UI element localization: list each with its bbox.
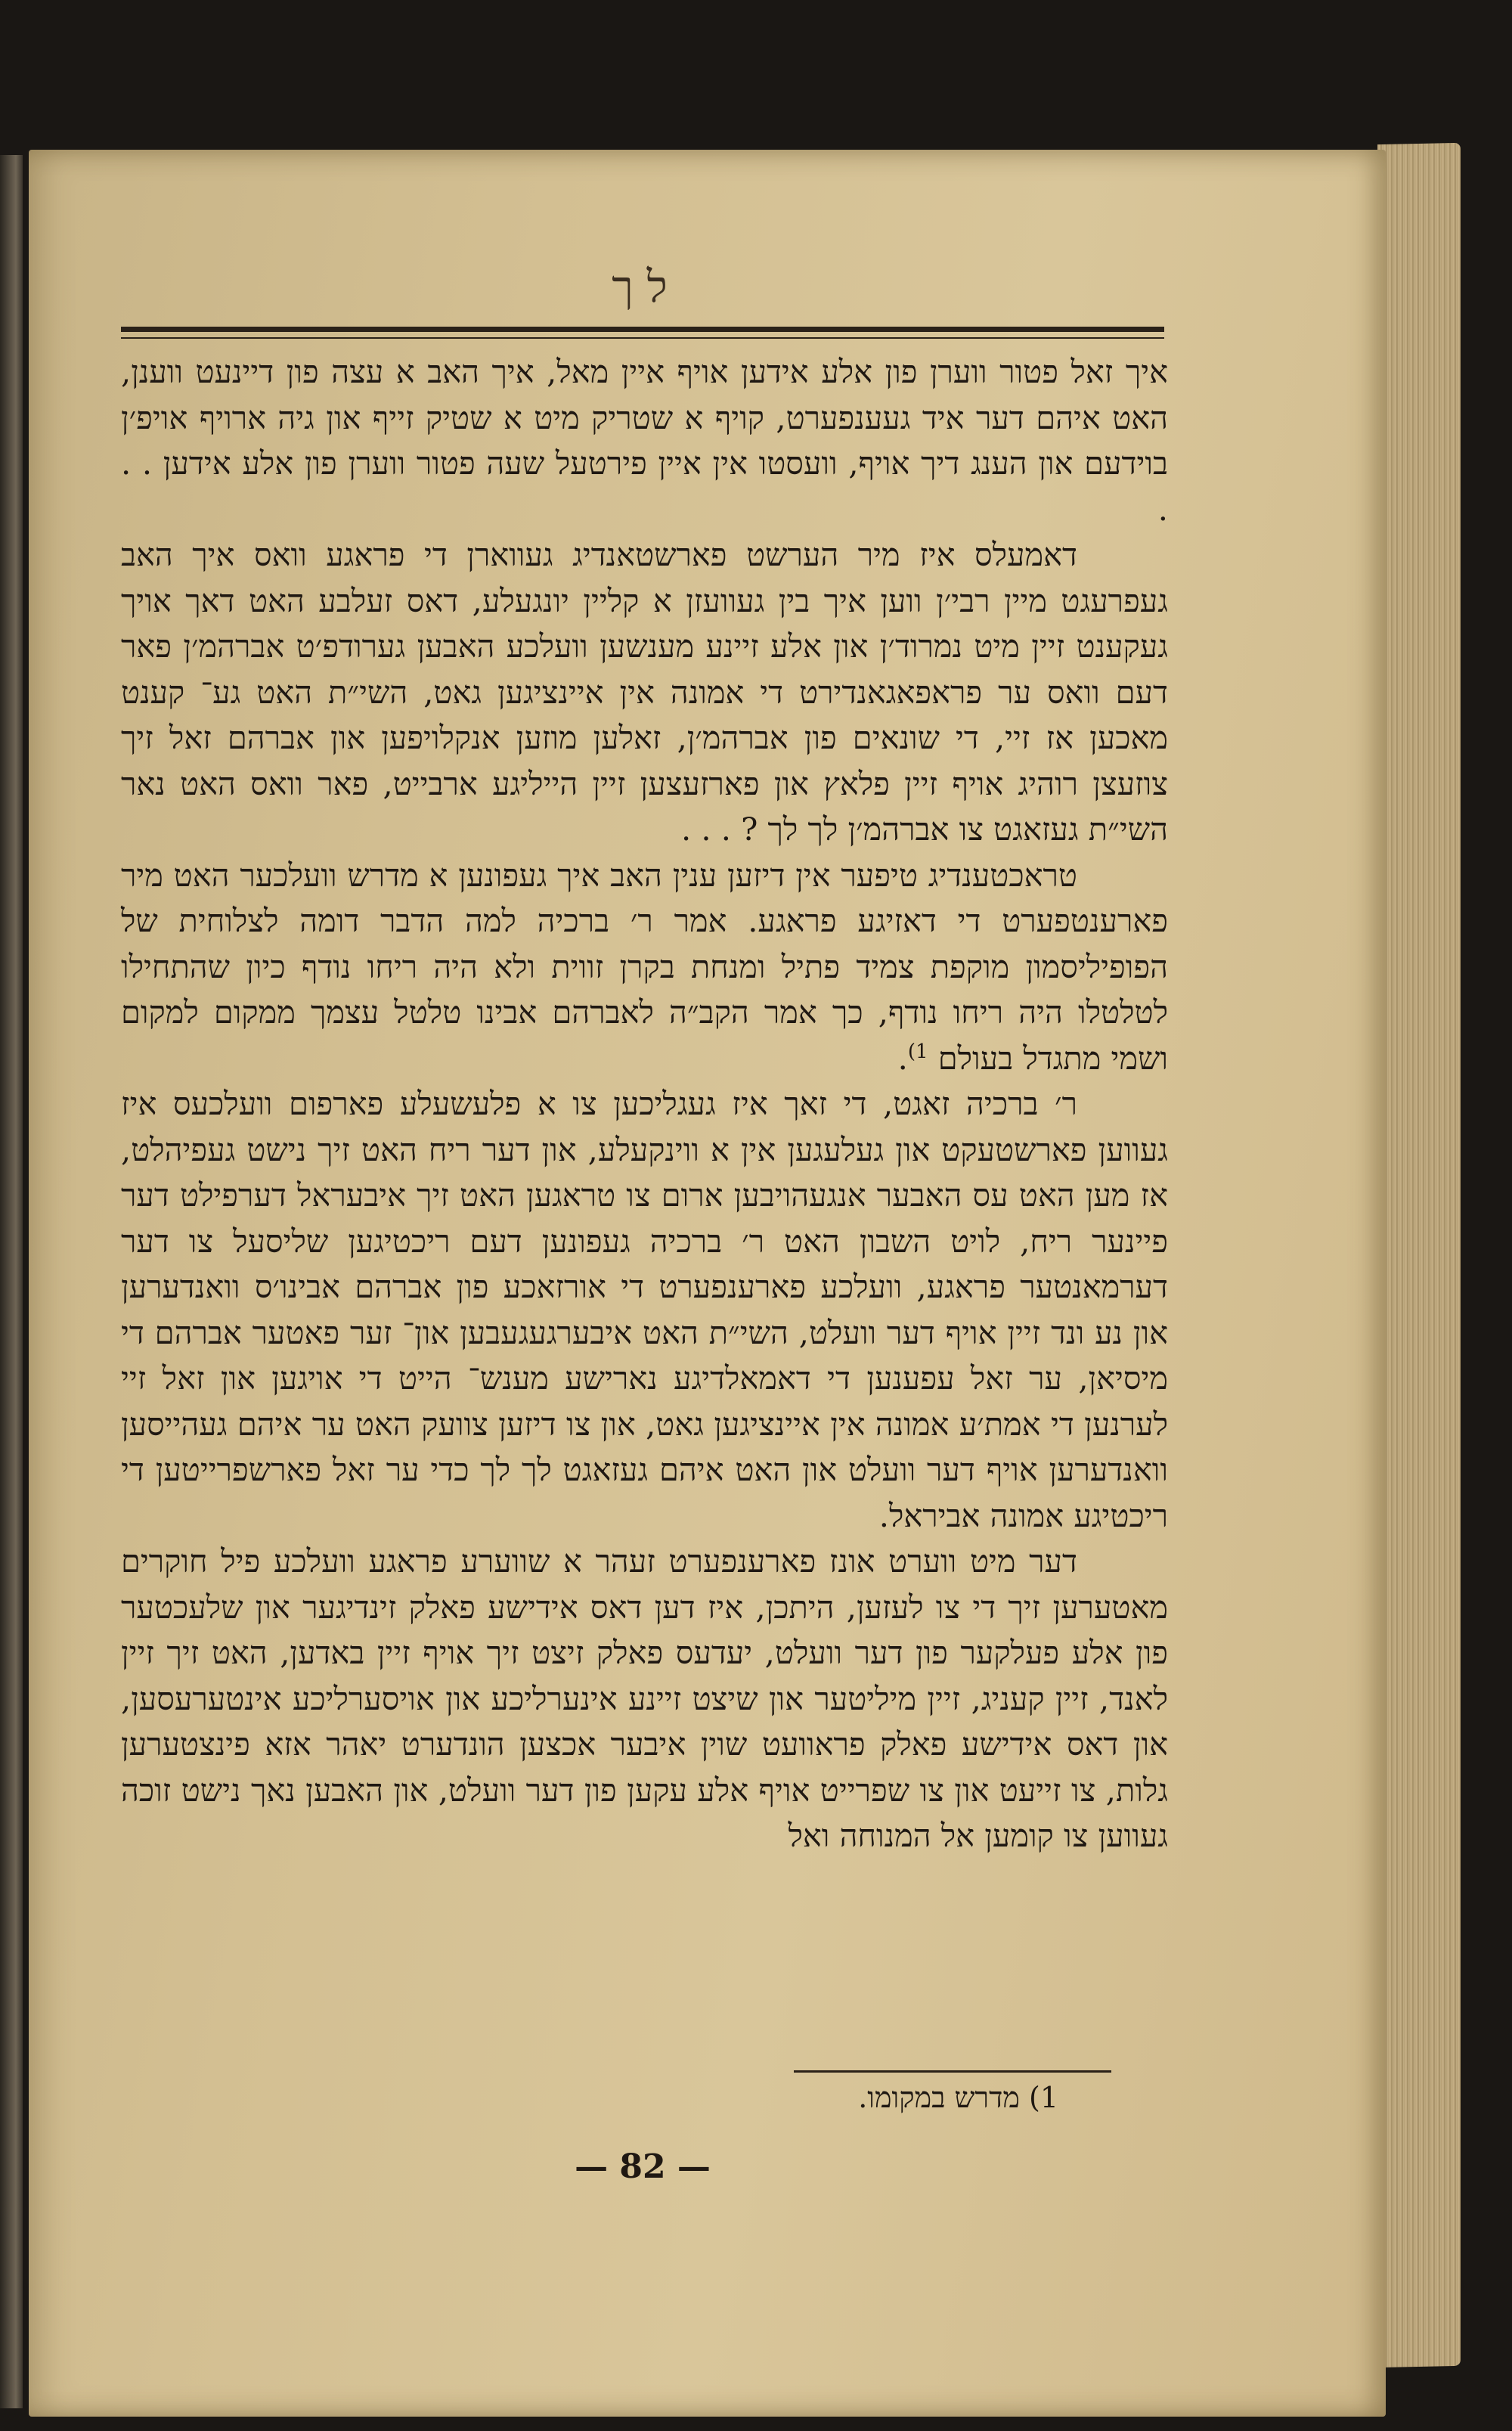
footnote-reference: 1) bbox=[907, 1040, 928, 1063]
book-page-edges bbox=[1377, 143, 1461, 2367]
header-rule-thick bbox=[121, 327, 1164, 332]
page-number: — 82 — bbox=[575, 2147, 711, 2186]
paragraph-3: טראכטענדיג טיפער אין דיזען ענין האב איך געפונען א מדרש וועלכער האט מיר פארענטפערט די דאזיגע פראגע. אמר ר׳ ברכיה למה הדבר דומה לצלוחית של הפופיליסמון מוקפת צמיד פתיל ומנחת בקרן זווית ולא היה ריחו נודף כיון שהתחילו לטלטלו היה ריחו נודף, כך אמר הקב״ה לאברהם אבינו טלטל עצמך ממקום למקום ושמי מתגדל בעולם $^{1)}$. bbox=[121, 856, 1168, 1077]
header-rule-thin bbox=[121, 337, 1164, 339]
footnote: 1) מדרש במקומו. bbox=[858, 2081, 1058, 2114]
paragraph-5: דער מיט ווערט אונז פארענפערט זעהר א שווערע פראגע וועלכע פיל חוקרים מאטערען זיך די צו לעזען, היתכן, איז דען דאס אידישע פאלק זינדיגער און שלעכטער פון אלע פעלקער פון דער וועלט, יעדעס פאלק זיצט זיך אויף זיין באדען, האט זיך זיין לאנד, זיין קעניג, זיין מיליטער און שיצט זיינע אינערליכע און אויסערליכע אינטערעסען, און דאס אידישע פאלק פראוועט שוין איבער אכצען הונדערט יאהר אזא פינצטערען גלות, צו זייעט און צו שפרייט אויף אלע עקען פון דער וועלט, און האבען נאך נישט זוכה געווען צו קומען אל המנוחה ואל bbox=[121, 1543, 1168, 1854]
paragraph-1: איך זאל פטור ווערן פון אלע אידען אויף איין מאל, איך האב א עצה פון דיינעט ווענן, האט איהם דער איד געענפערט, קויף א שטריק מיט א שטיק זייף און גיה ארויף אויפ׳ן בוידעם און הענג דיך אויף, וועסטו אין איין פירטעל שעה פטור ווערן פון אלע אידען . . . bbox=[121, 353, 1168, 528]
paragraph-2: דאמעלס איז מיר הערשט פארשטאנדיג געווארן די פראגע וואס איך האב געפרעגט מיין רבי׳ן ווען איך בין געוועזן א קליין יונגעלע, דאס זעלבע האט דאך אויך געקענט זיין מיט נמרוד׳ן און אלע זיינע מענשען וועלכע האבען גערודפ׳ט אברהמ׳ן פאר דעם וואס ער פראפאגאנדירט די אמונה אין איינציגען גאט, השי״ת האט גע־ קענט מאכען אז זיי, די שונאים פון אברהמ׳ן, זאלען מוזען אנקלויפען און אברהם זאל זיך צוזעצן רוהיג אויף זיין פלאץ און פארזעצען זיין הייליגע ארבייט, פאר וואס האט נאר השי״ת געזאגט צו אברהמ׳ן לך לך ? . . . bbox=[121, 536, 1168, 848]
body-text bbox=[121, 349, 1168, 1859]
running-head: לך bbox=[612, 261, 681, 312]
footnote-rule bbox=[794, 2070, 1111, 2073]
adjacent-page-edge bbox=[0, 155, 23, 2408]
paragraph-3-text: טראכטענדיג טיפער אין דיזען ענין האב איך געפונען א מדרש וועלכער האט מיר פארענטפערט די דאזיגע פראגע. אמר ר׳ ברכיה למה הדבר דומה לצלוחית של הפופיליסמון מוקפת צמיד פתיל ומנחת בקרן זווית ולא היה ריחו נודף כיון שהתחילו לטלטלו היה ריחו נודף, כך אמר הקב״ה לאברהם אבינו טלטל עצמך ממקום למקום ושמי מתגדל בעולם bbox=[121, 856, 1168, 1077]
paragraph-4: ר׳ ברכיה זאגט, די זאך איז געגליכען צו א פלעשעלע פארפום וועלכעס איז געווען פארשטעקט און געלעגען אין א ווינקעלע, און דער ריח האט זיך נישט געפיהלט, אז מען האט עס האבער אנגעהויבען ארום צו טראגען האט זיך איבעראל דערפילט דער פיינער ריח, לויט השבון האט ר׳ ברכיה געפונען דעם ריכטיגען שליסעל צו דער דערמאנטער פראגע, וועלכע פארענפערט די אורזאכע פון אברהם אבינו׳ס וואנדערען און נע ונד זיין אויף דער וועלט, השי״ת האט איבערגעגעבען און־ זער פאטער אברהם די מיסיאן, ער זאל עפענען די דאמאלדיגע נארישע מענש־ הייט די אויגען און זאל זיי לערנען די אמת׳ע אמונה אין איינציגען גאט, און צו דיזען צוועק האט ער איהם געהייסען וואנדערען אויף דער וועלט און האט איהם געזאגט לך לך כדי ער זאל פארשפרייטען די ריכטיגע אמונה אביראל. bbox=[121, 1085, 1168, 1534]
